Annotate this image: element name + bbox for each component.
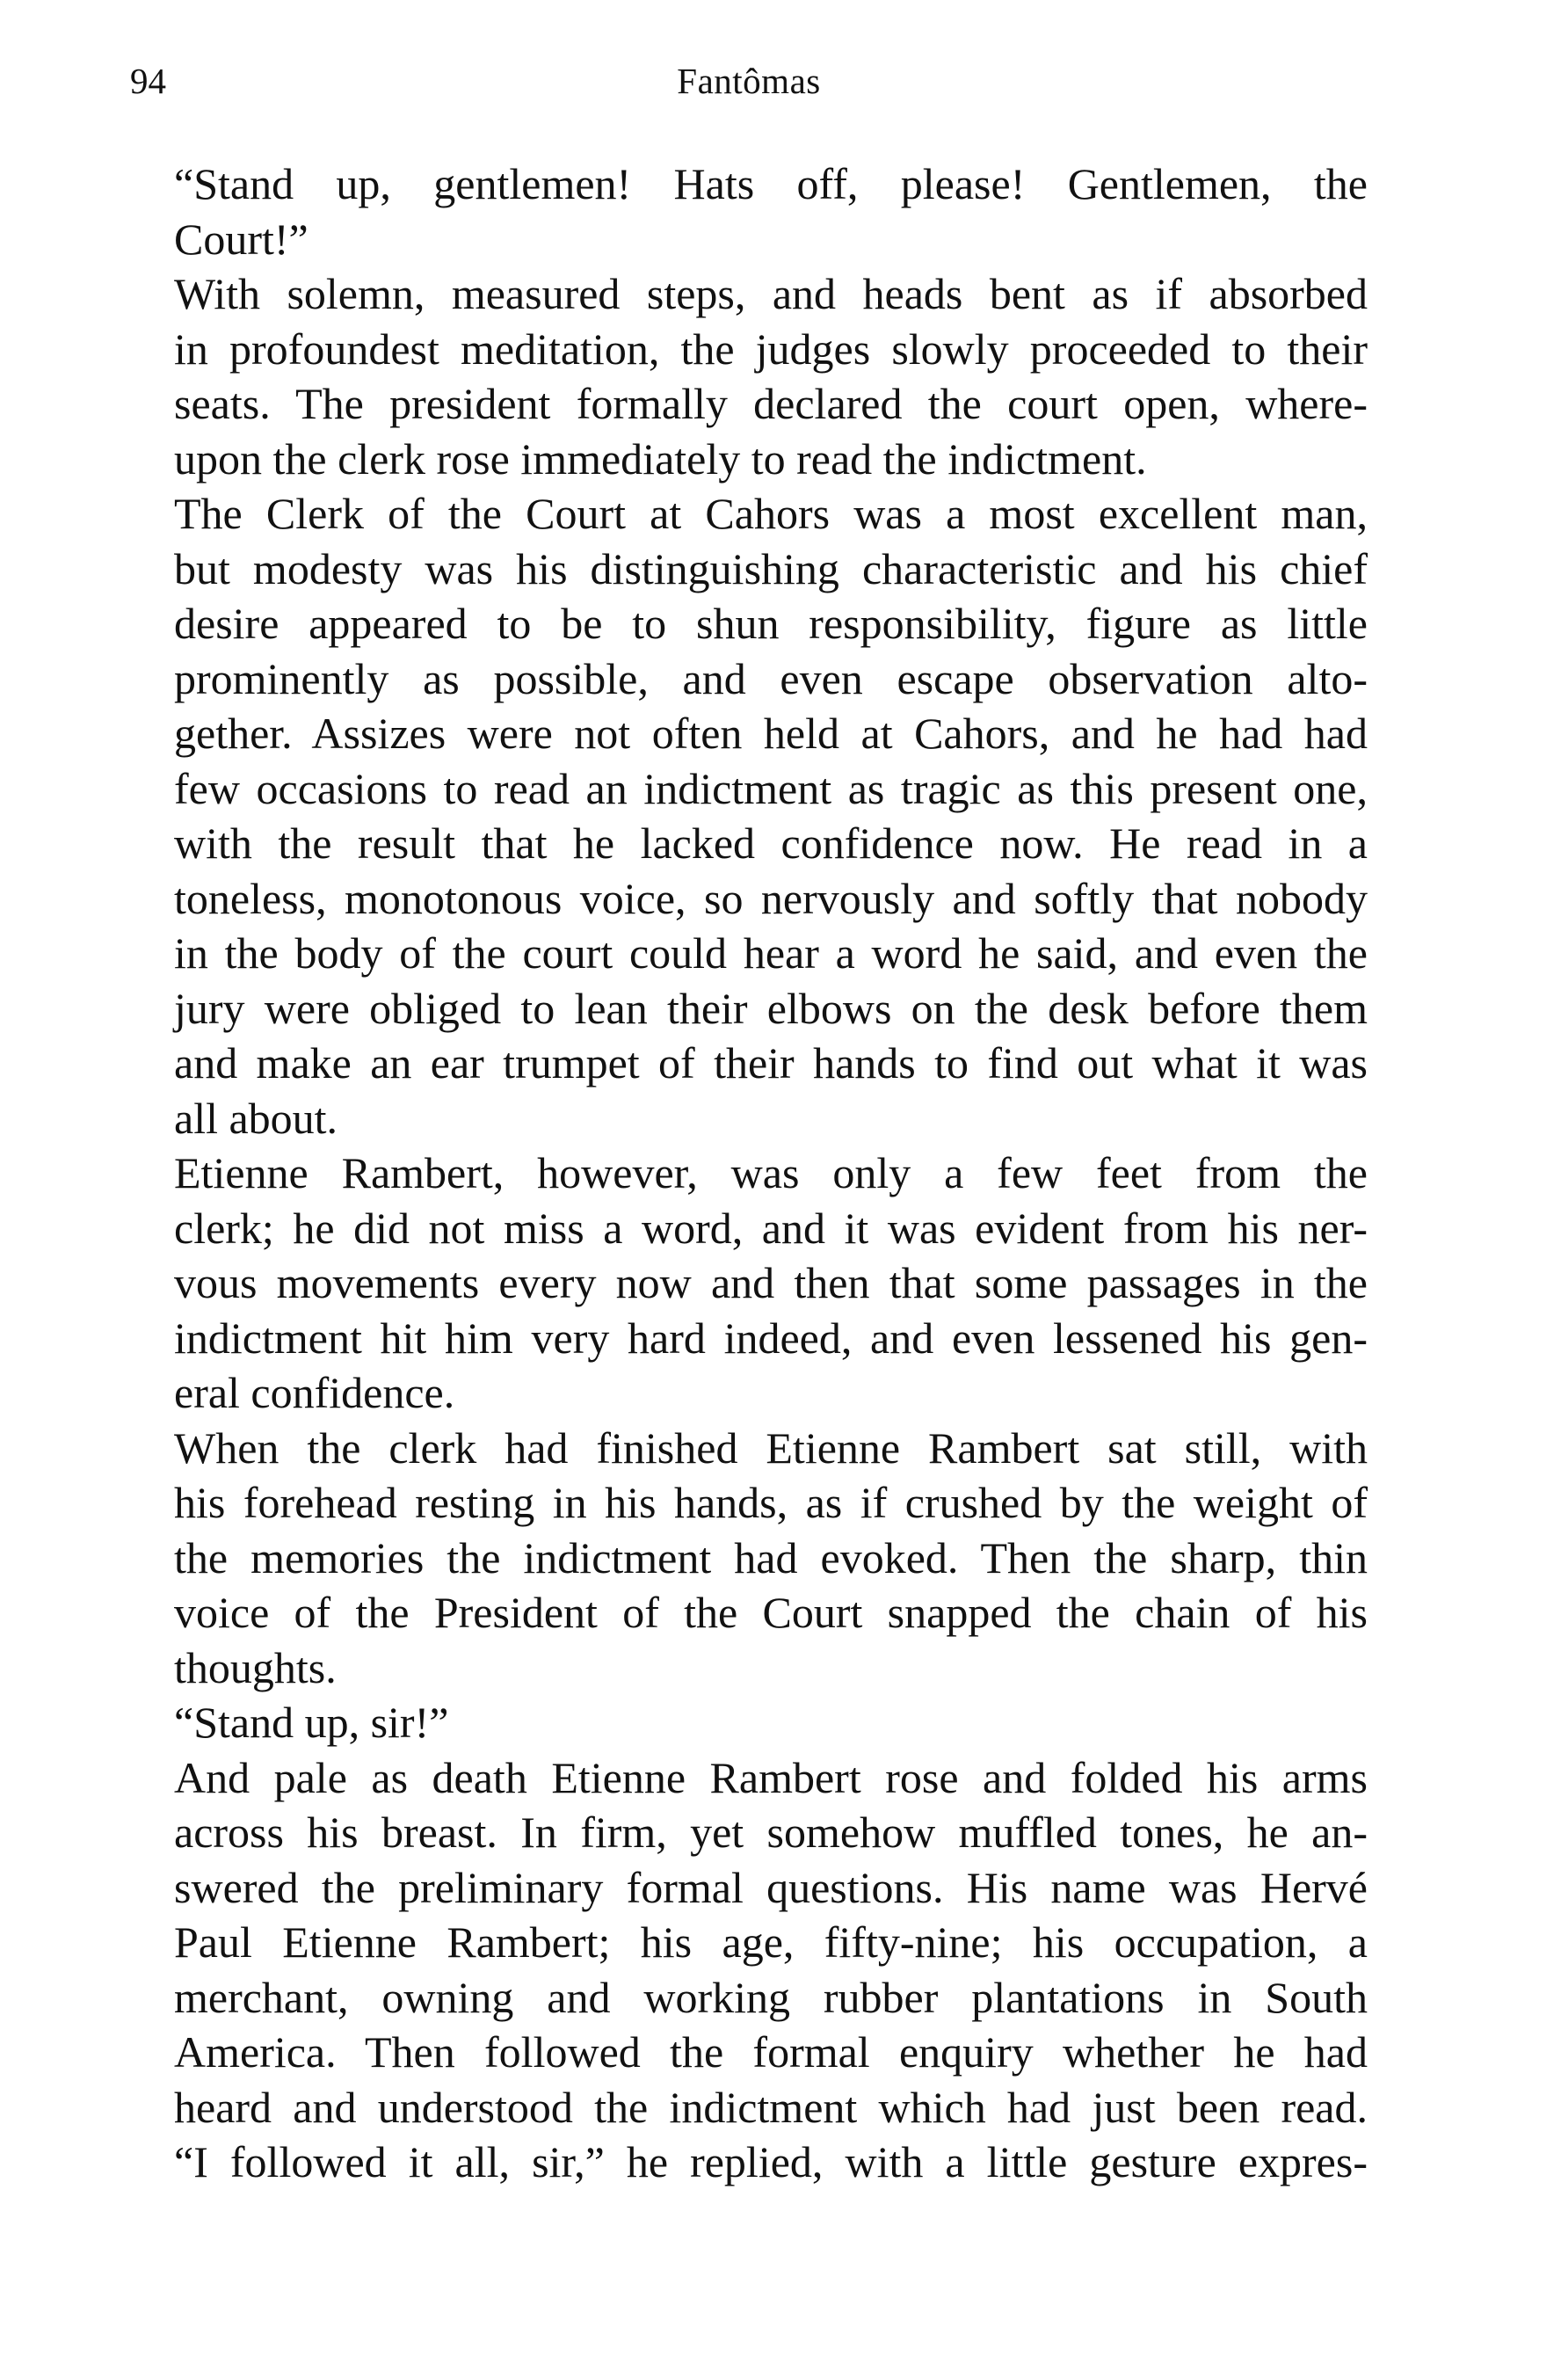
running-head bbox=[130, 55, 1368, 107]
text-line: swered the preliminary formal questions. His name was Hervé bbox=[174, 1862, 1368, 1912]
text-line: desire appeared to be to shun responsibility, figure as little bbox=[174, 599, 1368, 648]
text-line: in the body of the court could hear a word he said, and even the bbox=[174, 928, 1368, 978]
text-line: few occasions to read an indictment as tragic as this present one, bbox=[174, 763, 1368, 813]
text-line: heard and understood the indictment which had just been read. bbox=[174, 2082, 1368, 2132]
text-line: When the clerk had finished Etienne Rambert sat still, with bbox=[174, 1422, 1368, 1473]
text-line: upon the clerk rose immediately to read the indictment. bbox=[174, 433, 1147, 484]
running-title: Fantômas bbox=[677, 61, 821, 101]
text-line: vous movements every now and then that some passages in the bbox=[174, 1258, 1368, 1307]
text-line: prominently as possible, and even escape observation alto- bbox=[174, 653, 1368, 703]
text-line: Court!” bbox=[174, 214, 309, 264]
text-line: The Clerk of the Court at Cahors was a most excellent man, bbox=[174, 489, 1368, 538]
text-line: jury were obliged to lean their elbows on the desk before them bbox=[174, 983, 1368, 1033]
text-line: in profoundest meditation, the judges slowly proceeded to their bbox=[174, 324, 1368, 374]
text-line: toneless, monotonous voice, so nervously and softly that nobody bbox=[174, 873, 1368, 923]
text-line: voice of the President of the Court snapped the chain of his bbox=[174, 1588, 1368, 1637]
text-line: “Stand up, sir!” bbox=[174, 1698, 449, 1747]
text-line: indictment hit him very hard indeed, and even lessened his gen- bbox=[174, 1313, 1368, 1363]
text-line: America. Then followed the formal enquiry whether he had bbox=[174, 2027, 1368, 2077]
text-line: the memories the indictment had evoked. Then the sharp, thin bbox=[174, 1532, 1368, 1582]
text-line: across his breast. In firm, yet somehow muffled tones, he an- bbox=[174, 1808, 1368, 1857]
text-line: eral confidence. bbox=[174, 1368, 455, 1417]
text-line: merchant, owning and working rubber plantations in South bbox=[174, 1972, 1368, 2022]
text-line: “I followed it all, sir,” he replied, with a little gesture expres- bbox=[174, 2137, 1368, 2186]
text-line: Paul Etienne Rambert; his age, fifty-nine; his occupation, a bbox=[174, 1917, 1368, 1967]
text-line: gether. Assizes were not often held at Cahors, and he had had bbox=[174, 709, 1368, 758]
text-line: but modesty was his distinguishing characteristic and his chief bbox=[174, 543, 1368, 593]
text-line: And pale as death Etienne Rambert rose and folded his arms bbox=[174, 1752, 1368, 1802]
text-line: with the result that he lacked confidence now. He read in a bbox=[174, 818, 1368, 868]
page-number: 94 bbox=[130, 61, 166, 101]
text-line: “Stand up, gentlemen! Hats off, please! Gentlemen, the bbox=[174, 159, 1368, 208]
text-line: clerk; he did not miss a word, and it was evident from his ner- bbox=[174, 1203, 1368, 1253]
text-line: With solemn, measured steps, and heads bent as if absorbed bbox=[174, 269, 1368, 318]
text-line: his forehead resting in his hands, as if crushed by the weight of bbox=[174, 1478, 1368, 1527]
text-line: seats. The president formally declared the court open, where- bbox=[174, 379, 1368, 428]
text-line: all about. bbox=[174, 1093, 338, 1143]
text-line: thoughts. bbox=[174, 1642, 337, 1692]
text-line: and make an ear trumpet of their hands to find out what it was bbox=[174, 1038, 1368, 1088]
body-text bbox=[174, 156, 1368, 2190]
text-line: Etienne Rambert, however, was only a few feet from the bbox=[174, 1148, 1368, 1197]
